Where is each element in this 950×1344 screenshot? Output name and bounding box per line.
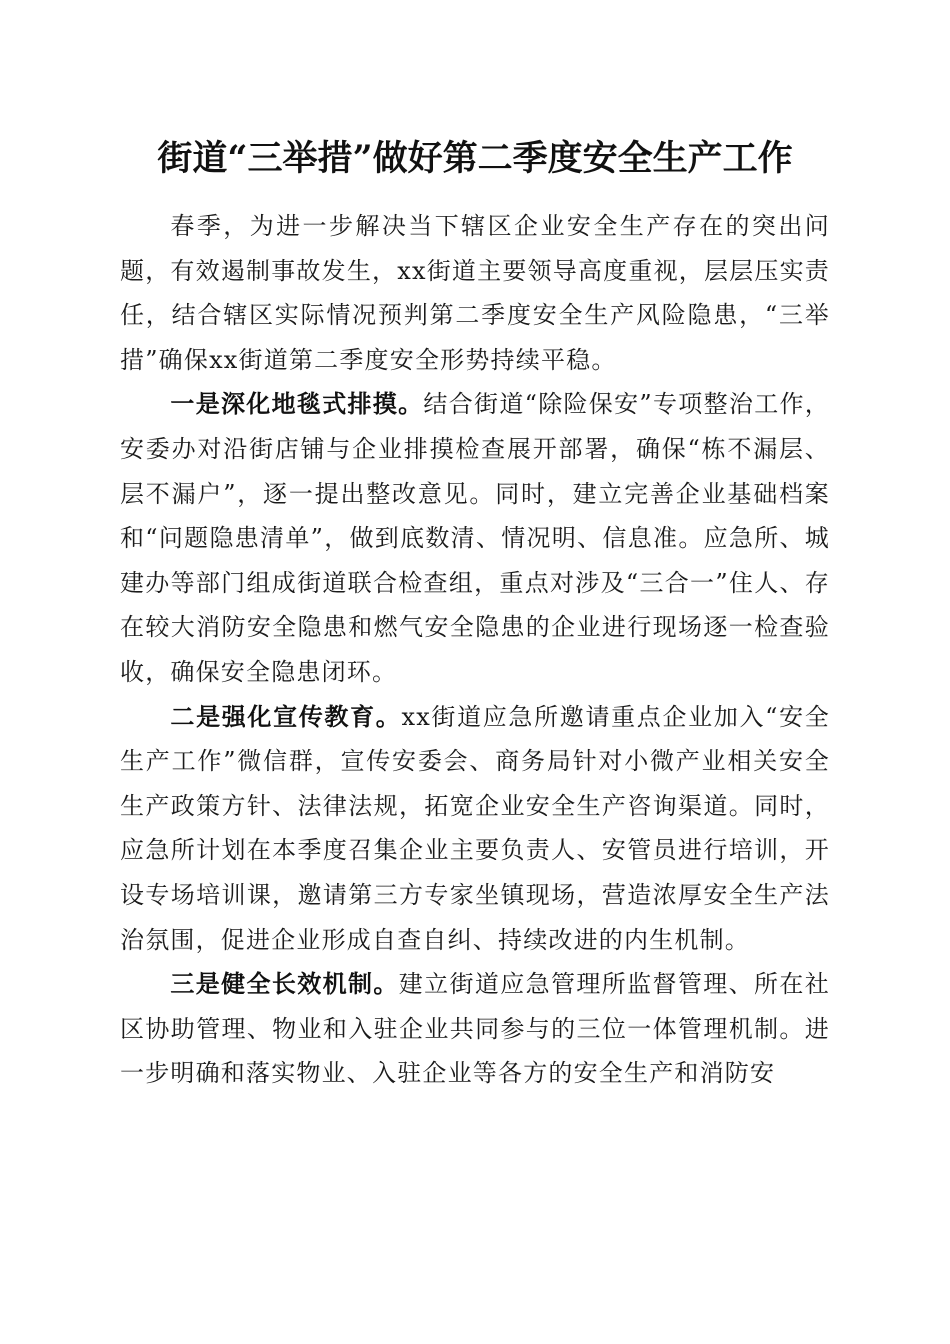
section-text-2: xx街道应急所邀请重点企业加入“安全生产工作”微信群，宣传安委会、商务局针对小微产业相关安全生产政策方针、法律法规，拓宽企业安全生产咨询渠道。同时，应急所计划在本季度召集企业主要负责人、安管员进行培训，开设专场培训课，邀请第三方专家坐镇现场，营造浓厚安全生产法治氛围，促进企业形成自查自纠、持续改进的内生机制。 <box>120 702 830 954</box>
document-body <box>120 204 830 1096</box>
section-text-1: 结合街道“除险保安”专项整治工作，安委办对沿街店铺与企业排摸检查展开部署，确保“栋不漏层、层不漏户”，逐一提出整改意见。同时，建立完善企业基础档案和“问题隐患清单”，做到底数清、情况明、信息准。应急所、城建办等部门组成街道联合检查组，重点对涉及“三合一”住人、存在较大消防安全隐患和燃气安全隐患的企业进行现场逐一检查验收，确保安全隐患闭环。 <box>120 390 830 686</box>
section-text-3: 建立街道应急管理所监督管理、所在社区协助管理、物业和入驻企业共同参与的三位一体管理机制。进一步明确和落实物业、入驻企业等各方的安全生产和消防安 <box>120 970 830 1088</box>
section-lead-1: 一是深化地毯式排摸。 <box>170 389 424 419</box>
intro-paragraph: 春季，为进一步解决当下辖区企业安全生产存在的突出问题，有效遏制事故发生，xx街道主要领导高度重视，层层压实责任，结合辖区实际情况预判第二季度安全生产风险隐患，“三举措”确保xx街道第二季度安全形势持续平稳。 <box>120 212 830 374</box>
section-paragraph-1 <box>120 382 830 694</box>
section-paragraph-2 <box>120 695 830 963</box>
document-title: 街道“三举措”做好第二季度安全生产工作 <box>157 138 793 179</box>
section-lead-3: 三是健全长效机制。 <box>170 969 399 999</box>
section-paragraph-3 <box>120 962 830 1096</box>
section-lead-2: 二是强化宣传教育。 <box>170 701 402 731</box>
